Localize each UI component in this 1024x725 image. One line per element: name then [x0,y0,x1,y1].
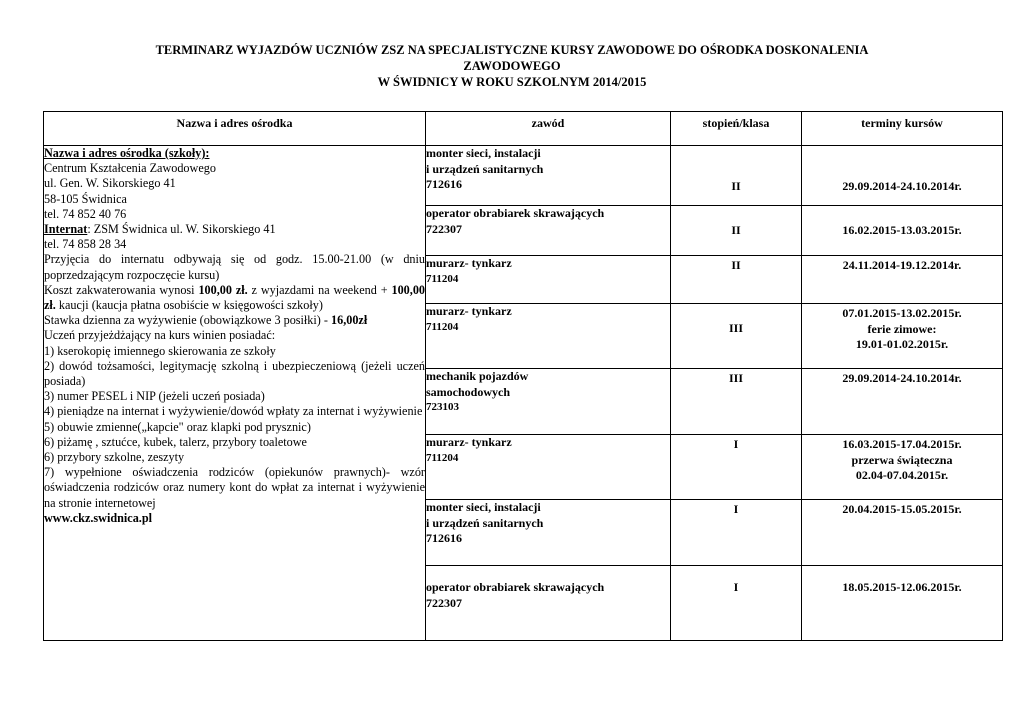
requirement-item: 4) pieniądze na internat i wyżywienie/dowód wpłaty za internat i wyżywienie [44,404,423,419]
level-cell: II [671,256,802,304]
requirement-item: 3) numer PESEL i NIP (jeżeli uczeń posiada) [44,389,265,404]
profession-code: 722307 [426,221,462,236]
center-street: ul. Gen. W. Sikorskiego 41 [44,176,176,191]
accommodation-cost: Koszt zakwaterowania wynosi 100,00 zł. z wyjazdami na weekend + 100,00 zł. kaucji (kaucja płatna osobiście w księgowości szkoły) [44,282,425,313]
requirement-item: 2) dowód tożsamości, legitymację szkolną i ubezpieczeniową (jeżeli uczeń posiada) [44,358,425,389]
website-link[interactable]: www.ckz.swidnica.pl [44,510,153,525]
schedule-table [43,111,1003,641]
table-row [44,146,1003,206]
center-info-cell [44,146,426,641]
center-name: Centrum Kształcenia Zawodowego [44,161,216,176]
requirements-heading: Uczeń przyjeżdżający na kurs winien posiadać: [44,328,276,343]
arrival-info: Przyjęcia do internatu odbywają się od godz. 15.00-21.00 (w dniu poprzedzającym rozpoczęcie kursu) [44,252,425,282]
dates-cell: 16.03.2015-17.04.2015r. przerwa świąteczna 02.04-07.04.2015r. [802,435,1003,500]
level-cell: I [671,435,802,500]
level-cell: II [671,146,802,206]
profession-code: 712616 [426,177,462,191]
header-level: stopień/klasa [671,112,802,146]
header-profession: zawód [426,112,671,146]
level-cell: I [671,566,802,641]
profession-code: 722307 [426,595,462,610]
dates-cell: 20.04.2015-15.05.2015r. [802,500,1003,566]
level-cell: III [671,369,802,435]
meal-amount: 16,00zł [331,313,368,328]
dates-cell: 24.11.2014-19.12.2014r. [802,256,1003,304]
requirement-item: 7) wypełnione oświadczenia rodziców (opiekunów prawnych)- wzór oświadczenia rodziców oraz numery kont do wpłat za internat i wyżywienie na stronie internetowej [44,465,425,510]
requirement-item: 5) obuwie zmienne(„kapcie" oraz klapki pod prysznic) [44,419,311,434]
dates-cell: 29.09.2014-24.10.2014r. [802,146,1003,206]
profession-cell: monter sieci, instalacji i urządzeń sanitarnych 712616 [426,500,671,566]
center-city: 58-105 Świdnica [44,191,127,206]
header-row [44,112,1003,146]
level-cell: II [671,206,802,256]
profession-cell: operator obrabiarek skrawających 722307 [426,566,671,641]
center-info-heading: Nazwa i adres ośrodka (szkoły): [44,146,210,160]
header-dates: terminy kursów [802,112,1003,146]
profession-cell: murarz- tynkarz 711204 [426,256,671,304]
dates-cell: 29.09.2014-24.10.2014r. [802,369,1003,435]
level-cell: III [671,304,802,369]
profession-code: 711204 [426,320,459,333]
internat-phone: tel. 74 858 28 34 [44,237,127,252]
profession-cell: mechanik pojazdów samochodowych 723103 [426,369,671,435]
dates-cell: 18.05.2015-12.06.2015r. [802,566,1003,641]
document-title [50,42,974,90]
title-line-3: W ŚWIDNICY W ROKU SZKOLNYM 2014/2015 [377,75,647,89]
profession-code: 711204 [426,451,459,464]
profession-cell: monter sieci, instalacji i urządzeń sanitarnych 712616 [426,146,671,206]
profession-code: 712616 [426,531,462,545]
requirement-item: 1) kserokopię imiennego skierowania ze szkoły [44,343,276,358]
meal-rate: Stawka dzienna za wyżywienie (obowiązkowe 3 posiłki) - 16,00zł [44,313,368,328]
internat-address: : ZSM Świdnica ul. W. Sikorskiego 41 [87,222,276,237]
profession-cell: murarz- tynkarz 711204 [426,435,671,500]
dates-cell: 16.02.2015-13.03.2015r. [802,206,1003,256]
center-phone: tel. 74 852 40 76 [44,206,127,221]
profession-code: 723103 [426,401,459,413]
level-cell: I [671,500,802,566]
profession-cell: murarz- tynkarz 711204 [426,304,671,369]
header-center: Nazwa i adres ośrodka [44,112,426,146]
profession-code: 711204 [426,272,459,285]
requirement-item: 6) piżamę , sztućce, kubek, talerz, przybory toaletowe [44,434,307,449]
title-line-1: TERMINARZ WYJAZDÓW UCZNIÓW ZSZ NA SPECJALISTYCZNE KURSY ZAWODOWE DO OŚRODKA DOSKONALENIA [155,43,869,57]
cost-amount-2: 100,00 zł. [44,282,425,313]
requirement-item: 6) przybory szkolne, zeszyty [44,450,185,465]
dates-cell: 07.01.2015-13.02.2015r. ferie zimowe: 19.01-01.02.2015r. [802,304,1003,369]
profession-cell: operator obrabiarek skrawających 722307 [426,206,671,256]
cost-amount-1: 100,00 zł. [198,282,248,297]
internat-label: Internat [44,222,88,237]
title-line-2: ZAWODOWEGO [463,59,561,73]
